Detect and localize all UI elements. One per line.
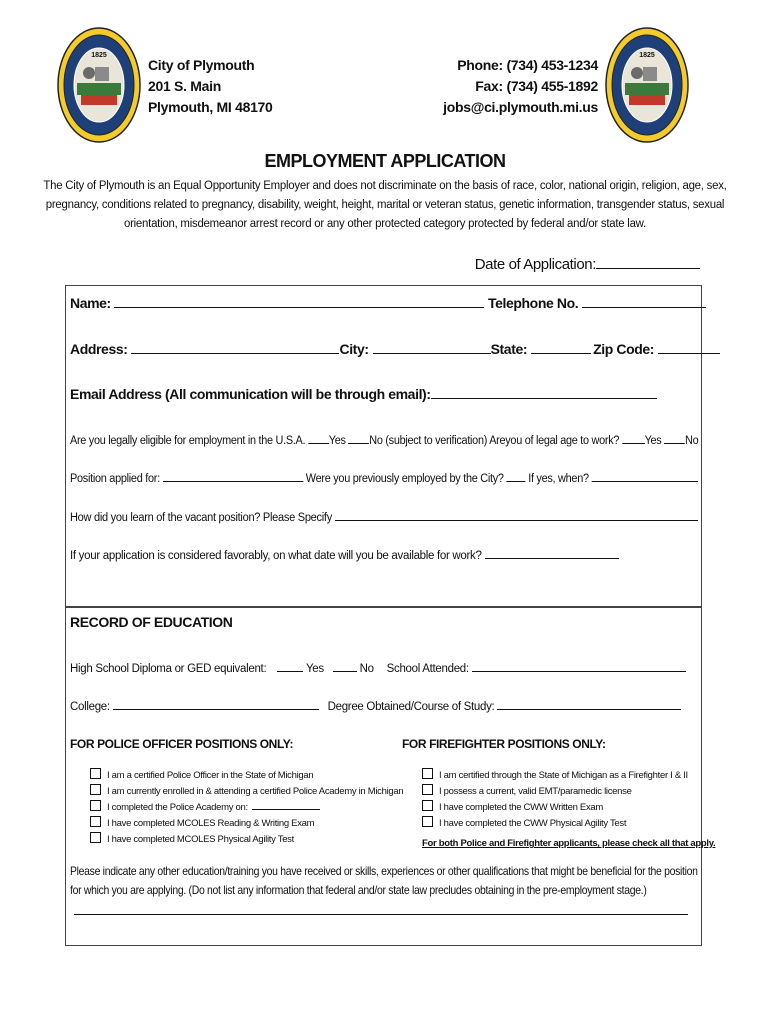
police-item-mcoles-agility: I have completed MCOLES Physical Agility Test xyxy=(90,832,403,848)
other-qualifications-prompt: Please indicate any other education/training you have received or skills, experiences or other qualifications that might be beneficial for the position for which you are applying. (Do not list any information that federal and/or state law precludes obtaining in the pre-employment stage.) xyxy=(70,864,698,897)
eeo-statement: The City of Plymouth is an Equal Opportunity Employer and does not discriminate on the basis of race, color, national origin, religion, age, sex, pregnancy, conditions related to pregnancy, disability, weight, height, marital or veteran status, genetic information, transgender status, sexual orientation, misdemeanor arrest record or any other protected category protected by federal and/or state law. xyxy=(43,180,727,230)
city-field[interactable] xyxy=(373,341,491,354)
email-row: Email Address (All communication will be through email): xyxy=(70,386,657,402)
fire-item-cww-agility: I have completed the CWW Physical Agility Test xyxy=(422,816,688,832)
police-item-certified: I am a certified Police Officer in the State of Michigan xyxy=(90,768,403,784)
college-field[interactable] xyxy=(113,699,319,710)
org-street: 201 S. Main xyxy=(148,78,221,94)
fire-emt-checkbox[interactable] xyxy=(422,784,433,795)
org-city: Plymouth, MI 48170 xyxy=(148,99,273,115)
both-applicants-note: For both Police and Firefighter applicants, please check all that apply. xyxy=(422,838,716,849)
fire-certified-checkbox[interactable] xyxy=(422,768,433,779)
svg-text:1825: 1825 xyxy=(91,52,107,59)
age-no-field[interactable] xyxy=(664,433,685,444)
availability-row: If your application is considered favorably, on what date will you be available for work? xyxy=(70,548,619,562)
police-certified-checkbox[interactable] xyxy=(90,768,101,779)
email-link[interactable]: jobs@ci.plymouth.mi.us xyxy=(443,99,598,115)
phone-text: Phone: (734) 453-1234 xyxy=(457,57,598,73)
police-item-academy-enrolled: I am currently enrolled in & attending a certified Police Academy in Michigan xyxy=(90,784,403,800)
contact-block xyxy=(443,55,598,118)
school-attended-field[interactable] xyxy=(472,661,686,672)
name-field[interactable] xyxy=(114,295,484,308)
org-name: City of Plymouth xyxy=(148,57,255,73)
education-heading: RECORD OF EDUCATION xyxy=(70,614,233,630)
city-seal-left xyxy=(57,27,141,143)
org-address-block xyxy=(148,55,273,118)
high-school-row: High School Diploma or GED equivalent: Yes No School Attended: xyxy=(70,661,686,675)
eligibility-row: Are you legally eligible for employment in the U.S.A. Yes No (subject to verification) Areyou of legal age to work? Yes No xyxy=(70,435,699,447)
hs-yes-field[interactable] xyxy=(277,661,303,672)
date-of-application-field[interactable] xyxy=(596,255,700,269)
city-seal-icon xyxy=(605,27,689,143)
police-item-academy-completed: I completed the Police Academy on: xyxy=(90,800,403,816)
prev-employed-field[interactable] xyxy=(506,471,525,482)
prev-employed-when-field[interactable] xyxy=(592,471,698,482)
address-field[interactable] xyxy=(131,341,339,354)
eligible-no-field[interactable] xyxy=(348,433,369,444)
other-qualifications-field[interactable] xyxy=(74,913,688,915)
fire-item-emt: I possess a current, valid EMT/paramedic license xyxy=(422,784,688,800)
college-row: College: Degree Obtained/Course of Study: xyxy=(70,699,681,713)
police-academy-enrolled-checkbox[interactable] xyxy=(90,784,101,795)
police-mcoles-agility-checkbox[interactable] xyxy=(90,832,101,843)
police-academy-completed-checkbox[interactable] xyxy=(90,800,101,811)
svg-text:1825: 1825 xyxy=(639,52,655,59)
police-academy-date-field[interactable] xyxy=(252,800,320,810)
eligible-yes-field[interactable] xyxy=(308,433,329,444)
learn-field[interactable] xyxy=(335,510,698,521)
state-field[interactable] xyxy=(531,341,591,354)
fire-item-certified: I am certified through the State of Michigan as a Firefighter I & II xyxy=(422,768,688,784)
fax-text: Fax: (734) 455-1892 xyxy=(475,78,598,94)
availability-field[interactable] xyxy=(485,548,619,559)
telephone-field[interactable] xyxy=(582,295,706,308)
firefighter-heading: FOR FIREFIGHTER POSITIONS ONLY: xyxy=(402,737,606,751)
city-seal-icon xyxy=(57,27,141,143)
age-yes-field[interactable] xyxy=(622,433,645,444)
degree-field[interactable] xyxy=(497,699,681,710)
police-item-mcoles-exam: I have completed MCOLES Reading & Writing Exam xyxy=(90,816,403,832)
position-field[interactable] xyxy=(163,471,303,482)
fire-cww-written-checkbox[interactable] xyxy=(422,800,433,811)
police-mcoles-exam-checkbox[interactable] xyxy=(90,816,101,827)
police-heading: FOR POLICE OFFICER POSITIONS ONLY: xyxy=(70,737,294,751)
address-row: Address: City: State: Zip Code: xyxy=(70,341,720,357)
name-row: Name: xyxy=(70,295,484,311)
page-title: EMPLOYMENT APPLICATION xyxy=(264,151,506,171)
fire-item-cww-written: I have completed the CWW Written Exam xyxy=(422,800,688,816)
email-field[interactable] xyxy=(431,386,657,399)
firefighter-checklist xyxy=(422,768,688,832)
city-seal-right xyxy=(605,27,689,143)
position-row: Position applied for: Were you previously employed by the City? If yes, when? xyxy=(70,471,698,485)
date-of-application: Date of Application: xyxy=(475,255,700,273)
fire-cww-agility-checkbox[interactable] xyxy=(422,816,433,827)
police-checklist xyxy=(90,768,403,848)
zip-field[interactable] xyxy=(658,341,720,354)
hs-no-field[interactable] xyxy=(333,661,357,672)
telephone-row: Telephone No. xyxy=(488,295,706,311)
learn-row: How did you learn of the vacant position? Please Specify xyxy=(70,510,698,524)
